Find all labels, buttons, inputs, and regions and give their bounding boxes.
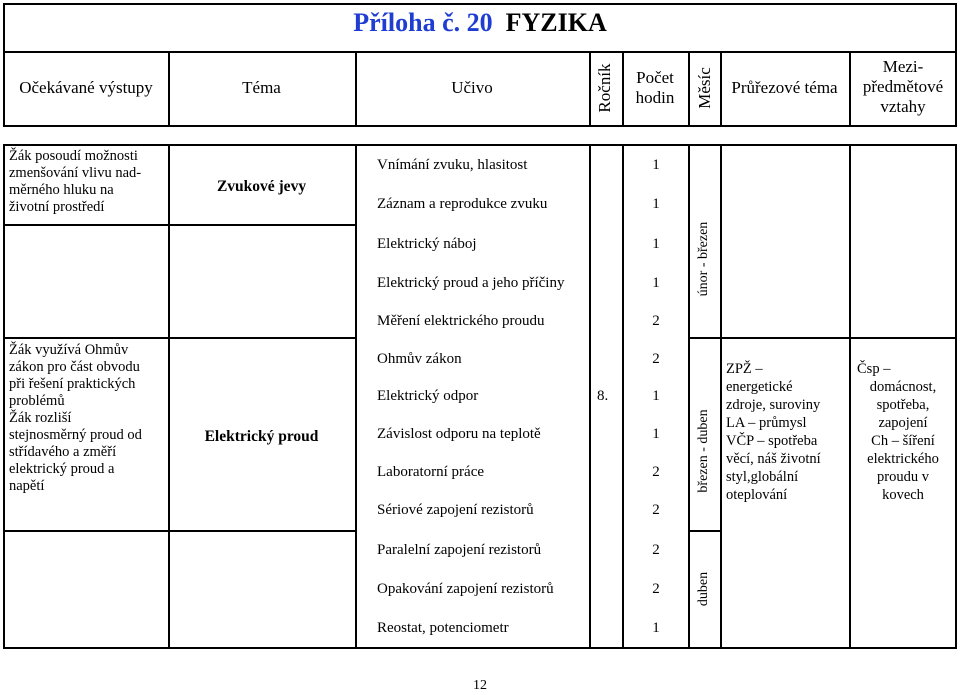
title-subject: FYZIKA	[505, 8, 607, 37]
header-hours	[622, 68, 688, 108]
row-label: Vnímání zvuku, hlasitost	[377, 157, 528, 173]
row-label: Reostat, potenciometr	[377, 620, 509, 636]
inter-subject-line: elektrického	[867, 451, 939, 467]
outcome-block-1	[9, 148, 169, 216]
outcome-line: zmenšování vlivu nad-	[9, 165, 142, 181]
cross-topic-line: styl,globální	[726, 469, 799, 485]
inter-subject-line: kovech	[882, 487, 924, 503]
header-hours-line1: Počet	[636, 68, 674, 87]
cross-topic-line: věcí, náš životní	[726, 451, 821, 467]
outcome-line: při řešení praktických	[9, 376, 136, 392]
month-apr: duben	[696, 571, 711, 607]
row-hours: 1	[652, 236, 660, 252]
inter-subject-line: proudu v	[877, 469, 929, 485]
title-prefix: Příloha č. 20	[353, 8, 493, 37]
header-inter-line1: Mezi-	[882, 57, 924, 76]
outcome-line: životní prostředí	[9, 199, 105, 215]
cross-topic-line: LA – průmysl	[726, 415, 807, 431]
outcome-line: Žák rozliší	[9, 410, 72, 426]
header-month: Měsíc	[695, 67, 714, 109]
outcome-line: Žák posoudí možnosti	[9, 148, 138, 164]
row-hours: 2	[652, 542, 660, 558]
row-hours: 1	[652, 426, 660, 442]
outcome-line: měrného hluku na	[9, 182, 114, 198]
row-hours: 2	[652, 464, 660, 480]
row-label: Záznam a reprodukce zvuku	[377, 196, 548, 212]
header-topic: Téma	[242, 78, 281, 97]
row-hours: 2	[652, 581, 660, 597]
month-feb-mar: únor - březen	[696, 221, 711, 297]
row-hours: 1	[652, 620, 660, 636]
row-label: Závislost odporu na teplotě	[377, 426, 541, 442]
row-hours: 1	[652, 388, 660, 404]
cross-topic-line: oteplování	[726, 487, 788, 503]
cross-topic-line: energetické	[726, 379, 793, 395]
outcome-line: Žák využívá Ohmův	[9, 342, 129, 358]
grade-value: 8.	[597, 388, 609, 404]
month-mar-apr: březen - duben	[696, 409, 711, 493]
page-number: 12	[473, 678, 487, 693]
row-hours: 2	[652, 351, 660, 367]
row-label: Opakování zapojení rezistorů	[377, 581, 554, 597]
row-hours: 1	[652, 157, 660, 173]
header-content: Učivo	[451, 78, 493, 97]
row-label: Elektrický proud a jeho příčiny	[377, 275, 565, 291]
page-title	[0, 8, 960, 38]
cross-topic-line: zdroje, suroviny	[726, 397, 821, 413]
row-label: Elektrický odpor	[377, 388, 479, 404]
header-cross-topics: Průřezové téma	[731, 78, 838, 97]
inter-subject-line: Ch – šíření	[871, 433, 935, 449]
header-grade: Ročník	[595, 63, 614, 113]
row-label: Měření elektrického proudu	[377, 313, 545, 329]
row-label: Laboratorní práce	[377, 464, 485, 480]
outcome-line: stejnosměrný proud od	[9, 427, 142, 443]
outcome-line: problémů	[9, 393, 65, 409]
outcome-line: elektrický proud a	[9, 461, 115, 477]
inter-subject-line: spotřeba,	[876, 397, 930, 413]
inter-subject-cell	[851, 360, 955, 504]
outcome-line: zákon pro část obvodu	[9, 359, 140, 375]
header-inter-line3: vztahy	[880, 97, 926, 116]
topic-sound: Zvukové jevy	[216, 178, 307, 195]
cross-topic-line: ZPŽ –	[726, 361, 763, 377]
outcome-line: napětí	[9, 478, 45, 494]
inter-subject-line: Čsp –	[857, 361, 891, 377]
inter-subject-line: domácnost,	[869, 379, 937, 395]
cross-topic-cell	[722, 360, 848, 504]
outcome-line: střídavého a změří	[9, 444, 117, 460]
row-label: Elektrický náboj	[377, 236, 477, 252]
topic-electric-current: Elektrický proud	[204, 428, 319, 445]
row-hours: 1	[652, 196, 660, 212]
outcome-block-2	[9, 342, 169, 495]
row-label: Sériové zapojení rezistorů	[377, 502, 534, 518]
header-inter-line2: předmětové	[862, 77, 944, 96]
row-hours: 2	[652, 502, 660, 518]
inter-subject-line: zapojení	[878, 415, 928, 431]
row-label: Ohmův zákon	[377, 351, 462, 367]
header-inter-subject	[849, 57, 957, 117]
row-hours: 2	[652, 313, 660, 329]
row-hours: 1	[652, 275, 660, 291]
header-hours-line2: hodin	[635, 88, 675, 107]
cross-topic-line: VČP – spotřeba	[726, 433, 818, 449]
header-outcomes: Očekávané výstupy	[19, 78, 153, 97]
row-label: Paralelní zapojení rezistorů	[377, 542, 542, 558]
